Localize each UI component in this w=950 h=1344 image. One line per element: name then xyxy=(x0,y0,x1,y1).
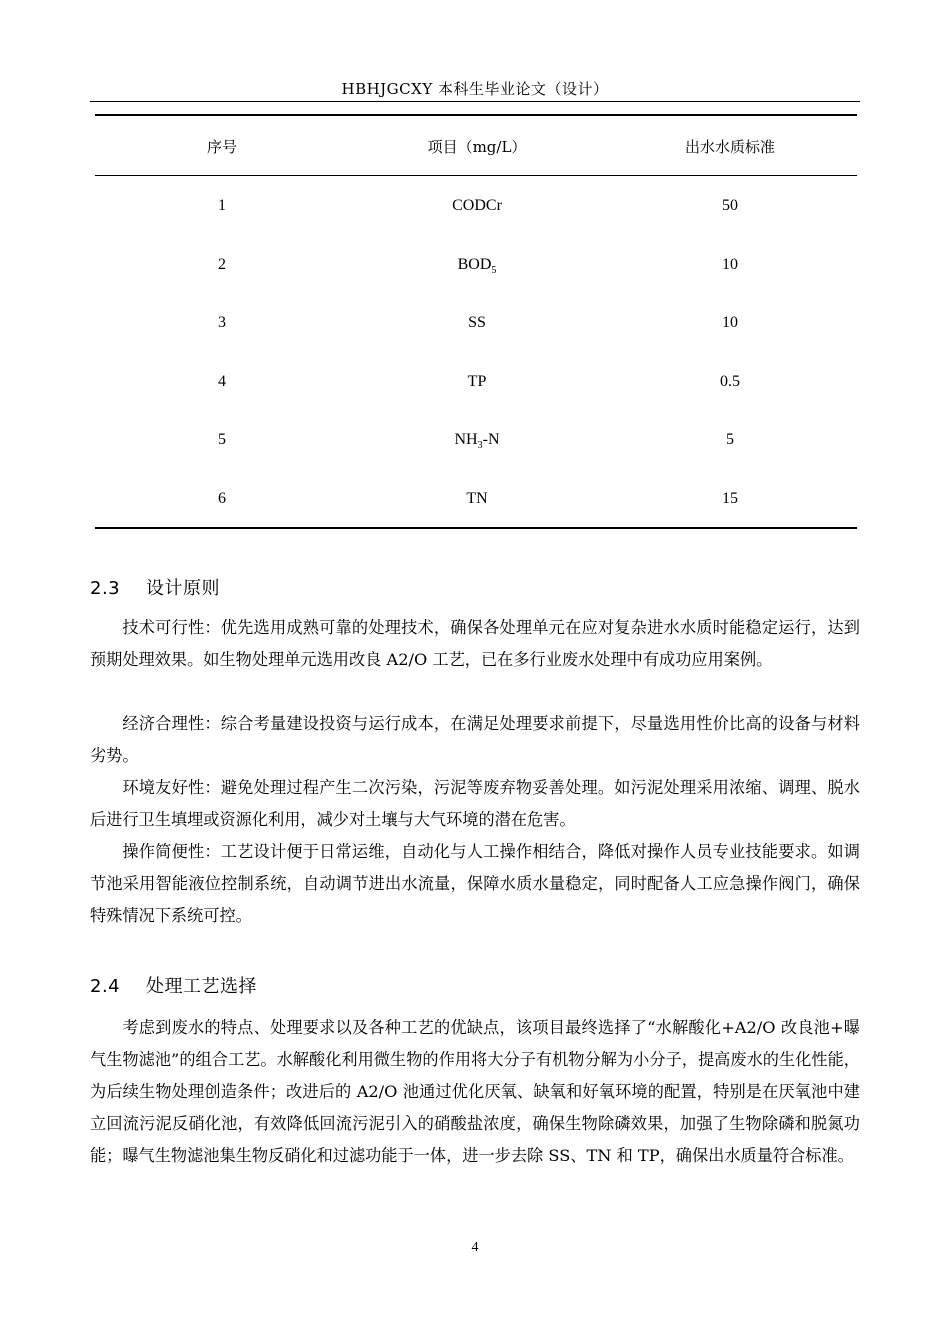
row-2-value: 10 xyxy=(722,256,738,273)
row-4-item: TP xyxy=(467,373,487,390)
row-6-no: 6 xyxy=(218,490,226,507)
row-6-item: TN xyxy=(466,490,488,507)
row-2-no: 2 xyxy=(218,256,226,273)
header-rule xyxy=(90,101,860,102)
paragraph-operational-simplicity: 操作简便性：工艺设计便于日常运维，自动化与人工操作相结合，降低对操作人员专业技能要求。如调节池采用智能液位控制系统，自动调节进出水流量，保障水质水量稳定，同时配备人工应急操作阀门，确保特殊情况下系统可控。 xyxy=(90,842,860,925)
row-1-value: 50 xyxy=(722,197,738,214)
row-3-item: SS xyxy=(468,314,486,331)
table-top-rule xyxy=(95,114,857,116)
section-heading-2-3 xyxy=(90,574,220,600)
row-1-no: 1 xyxy=(218,197,226,214)
table-bottom-rule xyxy=(95,527,857,529)
paragraph-technical-feasibility: 技术可行性：优先选用成熟可靠的处理技术，确保各处理单元在应对复杂进水水质时能稳定运行，达到预期处理效果。如生物处理单元选用改良 A2/O 工艺，已在多行业废水处理中有成功应用案例。 xyxy=(90,618,860,669)
row-2-item: $BOD_5$ xyxy=(457,256,497,276)
column-header-standard: 出水水质标准 xyxy=(684,138,776,156)
table-header-rule xyxy=(95,175,857,176)
page-number: 4 xyxy=(471,1240,479,1255)
paragraph-environmental-friendliness: 环境友好性：避免处理过程产生二次污染，污泥等废弃物妥善处理。如污泥处理采用浓缩、调理、脱水后进行卫生填埋或资源化利用，减少对土壤与大气环境的潜在危害。 xyxy=(90,778,860,829)
section-title: 设计原则 xyxy=(146,578,220,599)
row-5-item: $NH_3-N$ xyxy=(454,431,500,451)
paragraph-economic-rationality: 经济合理性：综合考量建设投资与运行成本，在满足处理要求前提下，尽量选用性价比高的设备与材料劣势。 xyxy=(90,714,860,765)
section-number: 2.3 xyxy=(90,578,121,599)
section-title: 处理工艺选择 xyxy=(146,976,257,997)
section-heading-2-4 xyxy=(90,972,257,998)
row-1-item: CODCr xyxy=(452,197,502,214)
row-3-no: 3 xyxy=(218,314,226,331)
section-number: 2.4 xyxy=(90,976,121,997)
column-header-no: 序号 xyxy=(206,138,238,156)
row-4-value: 0.5 xyxy=(720,373,740,390)
row-3-value: 10 xyxy=(722,314,738,331)
running-header: HBHJGCXY 本科生毕业论文（设计） xyxy=(341,80,609,98)
row-6-value: 15 xyxy=(722,490,738,507)
paragraph-process-selection: 考虑到废水的特点、处理要求以及各种工艺的优缺点，该项目最终选择了“水解酸化+A2/O 改良池+曝气生物滤池”的组合工艺。水解酸化利用微生物的作用将大分子有机物分解为小分子，提高废水的生化性能，为后续生物处理创造条件；改进后的 A2/O 池通过优化厌氧、缺氧和好氧环境的配置，特别是在厌氧池中建立回流污泥反硝化池，有效降低回流污泥引入的硝酸盐浓度，确保生物除磷效果，加强了生物除磷和脱氮功能；曝气生物滤池集生物反硝化和过滤功能于一体，进一步去除 SS、TN 和 TP，确保出水质量符合标准。 xyxy=(90,1018,860,1165)
row-5-no: 5 xyxy=(218,431,226,448)
row-5-value: 5 xyxy=(726,431,734,448)
row-4-no: 4 xyxy=(218,373,226,390)
column-header-item: 项目（mg/L） xyxy=(427,138,527,156)
